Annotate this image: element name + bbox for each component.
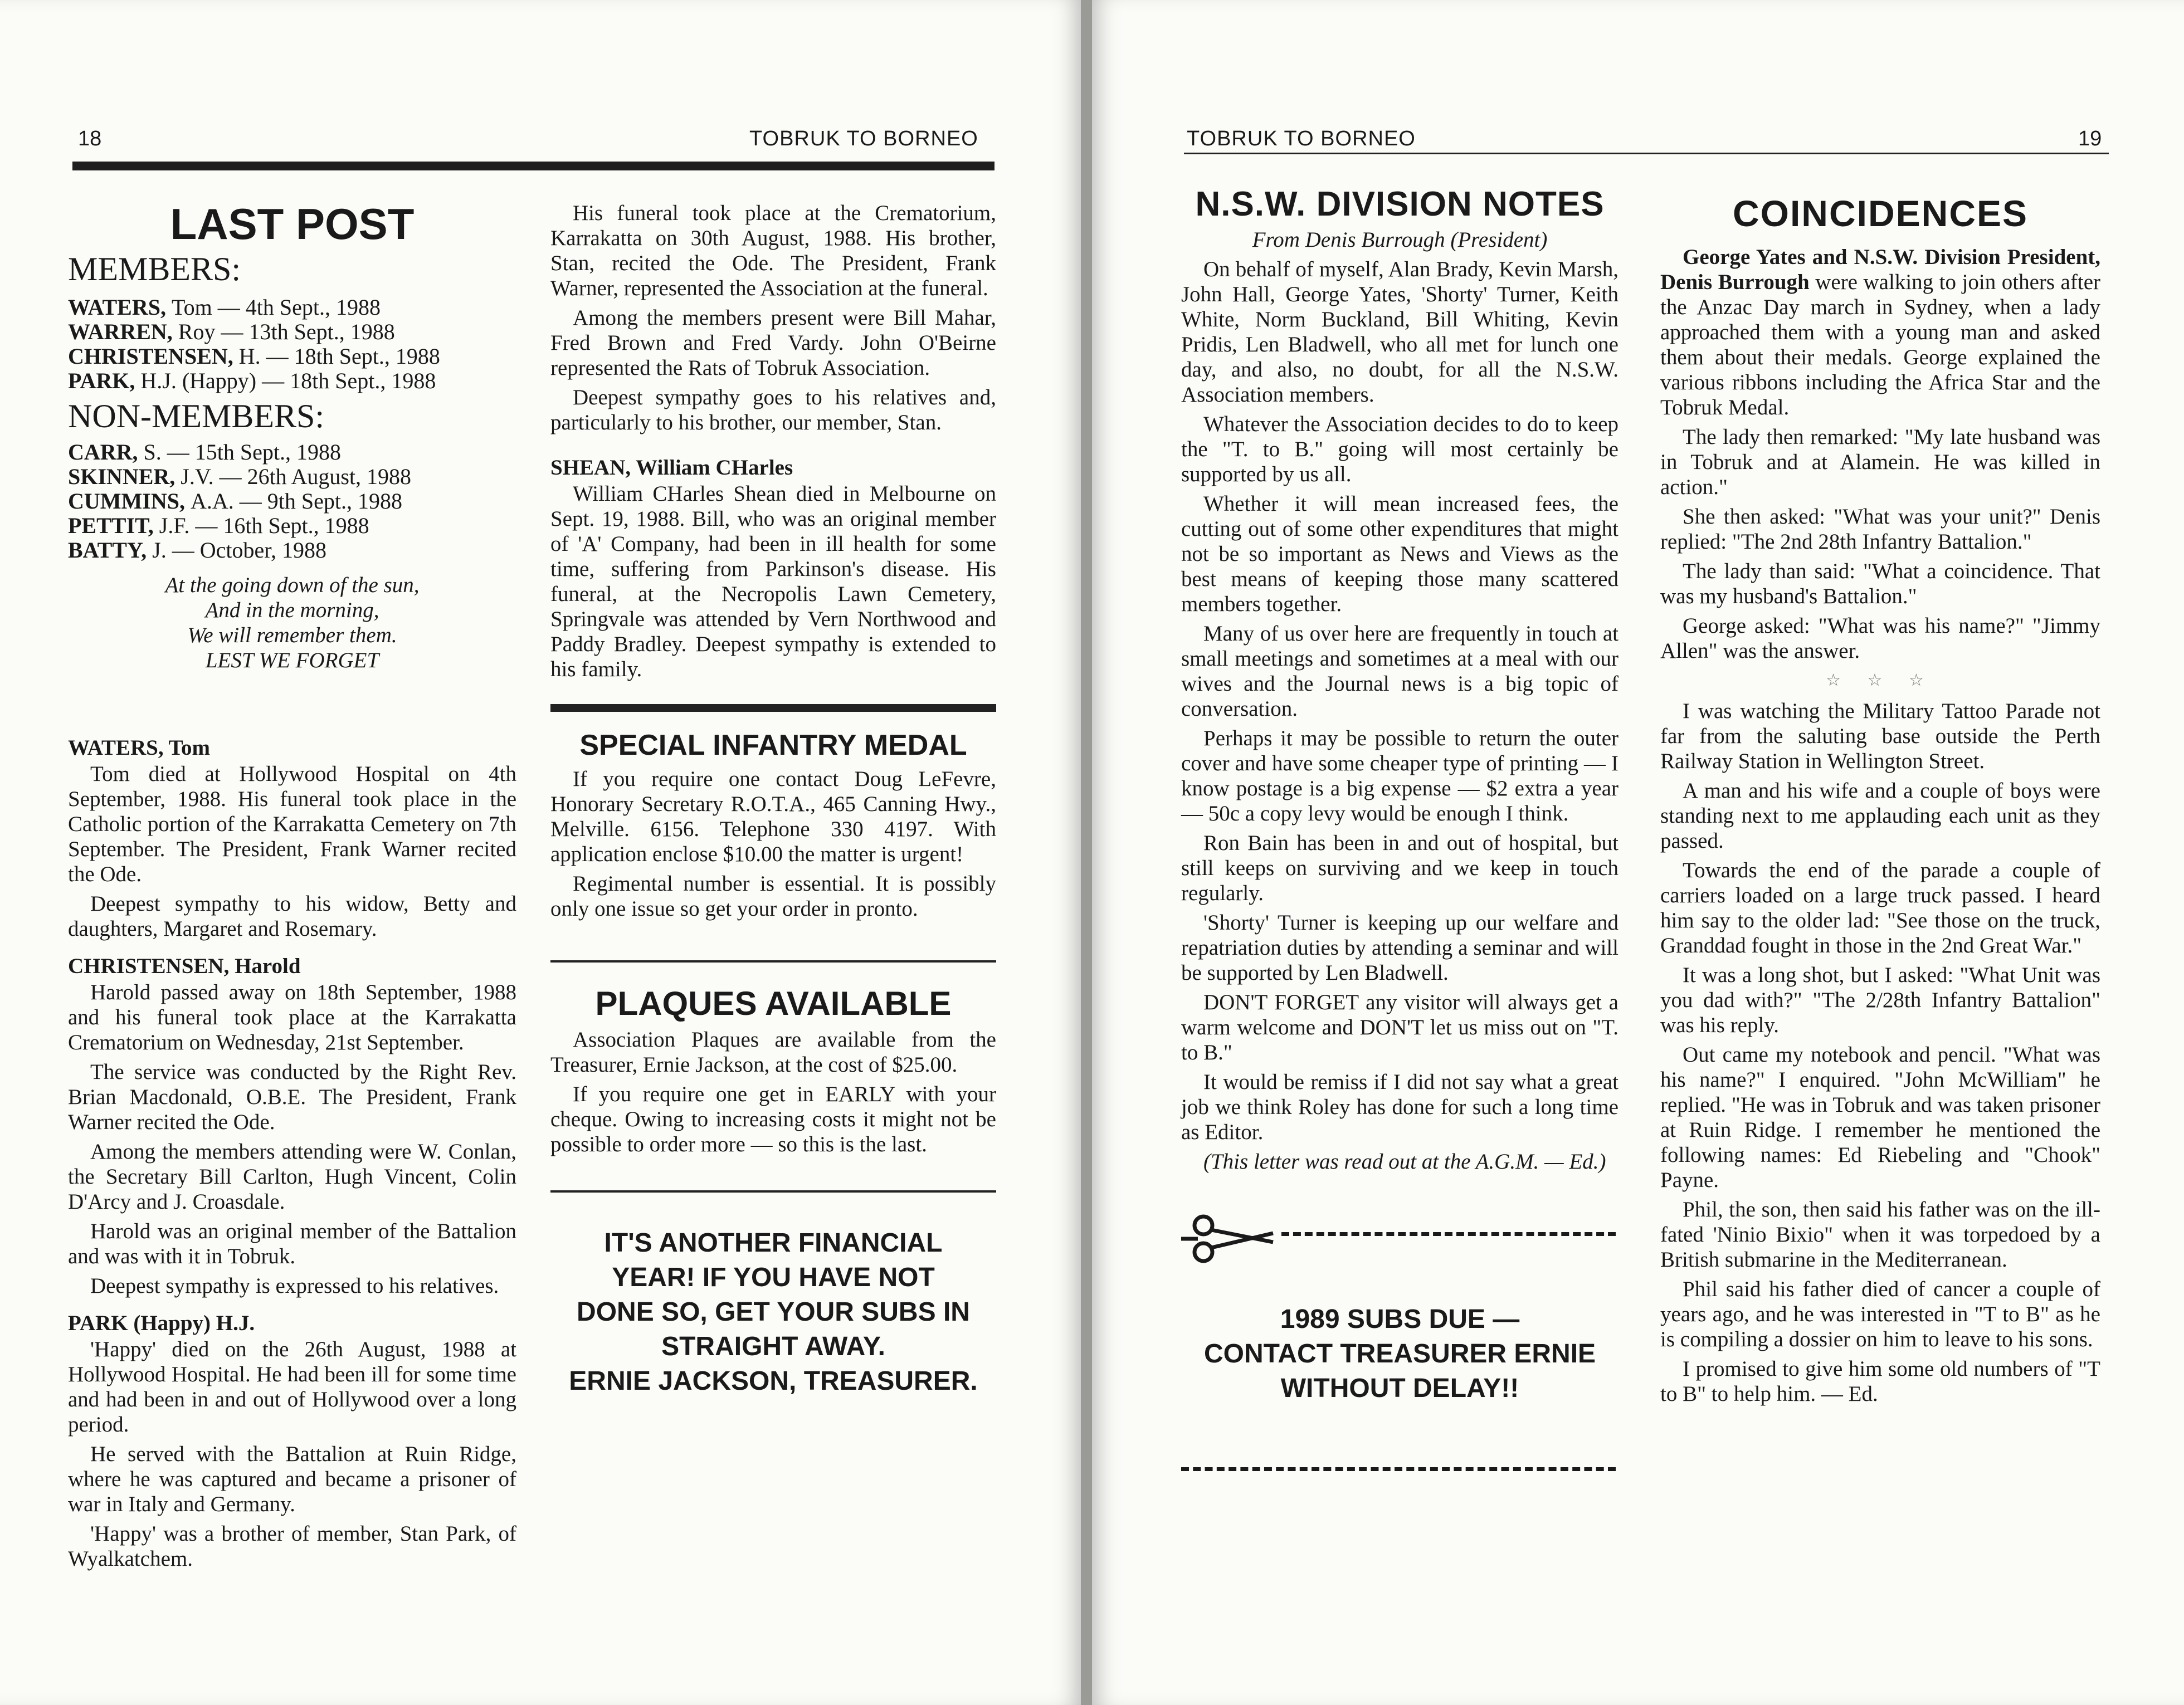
scissors-icon <box>1181 1213 1276 1263</box>
last-post-title: LAST POST <box>170 199 415 248</box>
bottom-cut-line <box>1181 1467 1616 1471</box>
roll-entry <box>68 440 516 465</box>
verse-line: At the going down of the sun, <box>165 573 420 597</box>
obituary-paragraph: 'Happy' died on the 26th August, 1988 at Hollywood Hospital. He had been ill for some time and had been in and out of Hollywood over a long period. <box>68 1337 516 1437</box>
story-paragraph: Out came my notebook and pencil. "What was his name?" I enquired. "John McWilliam" he replied. "He was in Tobruk and was taken prisoner at Ruin Ridge. I remember he mentioned the following names: Ed Riebeling and "Chook" Payne. <box>1660 1043 2100 1192</box>
roll-detail: Roy — 13th Sept., 1988 <box>178 319 395 344</box>
nsw-paragraph: Perhaps it may be possible to return the outer cover and have some cheaper type of printing — I know postage is a big expense — $2 extra a year — 50c a copy levy would be enough I think. <box>1181 726 1618 825</box>
obituary-paragraph: William CHarles Shean died in Melbourne on Sept. 19, 1988. Bill, who was an original member of 'A' Company, had been in ill health for some time, suffering from Parkinson's disease. His funeral, at the Necropolis Lawn Cemetery, Springvale was attended by Vern Northwood and Paddy Bradley. Deepest sympathy is extended to his family. <box>550 482 996 681</box>
left-column-1 <box>68 201 516 1576</box>
story-paragraph: She then asked: "What was your unit?" Denis replied: "The 2nd 28th Infantry Battalion." <box>1660 505 2100 554</box>
left-column-2 <box>550 201 996 1399</box>
shean-heading: SHEAN, William CHarles <box>550 456 793 480</box>
nsw-paragraph: Many of us over here are frequently in touch at small meetings and sometimes at a meal with our wives and the Journal news is a big topic of conversation. <box>1181 622 1618 721</box>
story-paragraph: It was a long shot, but I asked: "What Unit was you dad with?" "The 2/28th Infantry Battalion" was his reply. <box>1660 963 2100 1037</box>
remembrance-verse <box>68 573 516 673</box>
verse-line: And in the morning, <box>205 598 379 622</box>
non-members-list <box>68 440 516 563</box>
notice-line: YEAR! IF YOU HAVE NOT <box>612 1263 935 1292</box>
nsw-notes-body <box>1181 257 1618 1145</box>
medal-title: SPECIAL INFANTRY MEDAL <box>579 729 967 761</box>
right-page <box>1092 0 2184 1705</box>
roll-entry <box>68 344 516 369</box>
notice-line: ERNIE JACKSON, TREASURER. <box>569 1366 978 1396</box>
editor-note: (This letter was read out at the A.G.M. — Ed.) <box>1203 1150 1606 1174</box>
members-heading: MEMBERS: <box>68 251 241 287</box>
obituary-paragraph: Tom died at Hollywood Hospital on 4th September, 1988. His funeral took place in the Catholic portion of the Karrakatta Cemetery on 7th September. The President, Frank Warner recited the Ode. <box>68 762 516 886</box>
roll-entry <box>68 320 516 344</box>
page-number-right: 19 <box>2078 127 2102 150</box>
nsw-paragraph: Whether it will mean increased fees, the cutting out of some other expenditures that might not be so important as News and Views as the best means of keeping those many scattered members together. <box>1181 492 1618 616</box>
park-obituary-continued <box>550 201 996 435</box>
obituary-heading: WATERS, Tom <box>68 736 211 760</box>
notice-line: DONE SO, GET YOUR SUBS IN <box>577 1297 970 1327</box>
notice-line: CONTACT TREASURER ERNIE <box>1203 1339 1596 1369</box>
story-paragraph: The lady than said: "What a coincidence. That was my husband's Battalion." <box>1660 559 2100 608</box>
running-head-left: TOBRUK TO BORNEO <box>749 127 978 150</box>
story-paragraph: A man and his wife and a couple of boys were standing next to me applauding each unit as they passed. <box>1660 779 2100 853</box>
roll-entry <box>68 538 516 563</box>
nsw-column <box>1181 184 1618 1471</box>
story-paragraph: Phil said his father died of cancer a couple of years ago, and he was interested in "T to B" as he is compiling a dossier on him to leave to his sons. <box>1660 1277 2100 1351</box>
obituary-paragraph: 'Happy' was a brother of member, Stan Park, of Wyalkatchem. <box>68 1522 516 1571</box>
roll-entry <box>68 514 516 538</box>
coincidences-lead: George Yates and N.S.W. Division President, Denis Burrough were walking to join others after the Anzac Day march in Sydney, when a lady approached them with a young man and asked them about their medals. George explained the various ribbons including the Africa Star and the Tobruk Medal. <box>1660 245 2100 419</box>
obituaries <box>68 735 516 1571</box>
roll-detail: A.A. — 9th Sept., 1988 <box>190 488 402 514</box>
story-paragraph: George asked: "What was his name?" "Jimmy Allen" was the answer. <box>1660 614 2100 663</box>
obituary-paragraph: Among the members present were Bill Mahar, Fred Brown and Fred Vardy. John O'Beirne represented the Rats of Tobruk Association. <box>550 306 996 380</box>
obituary-paragraph: Deepest sympathy to his widow, Betty and daughters, Margaret and Rosemary. <box>68 892 516 941</box>
roll-detail: J. — October, 1988 <box>152 538 326 563</box>
obituary-heading: CHRISTENSEN, Harold <box>68 954 301 978</box>
notice-paragraph: Association Plaques are available from the Treasurer, Ernie Jackson, at the cost of $25.00. <box>550 1028 996 1077</box>
obituary-paragraph: The service was conducted by the Right Rev. Brian Macdonald, O.B.E. The President, Frank Warner recited the Ode. <box>68 1060 516 1134</box>
book-gutter <box>1081 0 1092 1705</box>
notice-paragraph: Regimental number is essential. It is possibly only one issue so get your order in pronto. <box>550 872 996 921</box>
obituary-paragraph: Deepest sympathy goes to his relatives and, particularly to his brother, our member, Stan. <box>550 385 996 434</box>
header-rule-left <box>72 162 994 170</box>
financial-year-notice <box>550 1226 996 1399</box>
roll-detail: S. — 15th Sept., 1988 <box>143 439 342 465</box>
nsw-title: N.S.W. DIVISION NOTES <box>1195 185 1605 223</box>
coincidence-story-1 <box>1660 424 2100 663</box>
verse-line: LEST WE FORGET <box>205 648 379 672</box>
page-number-left: 18 <box>78 127 102 150</box>
roll-name: SKINNER, <box>68 464 181 489</box>
notice-line: WITHOUT DELAY!! <box>1280 1374 1519 1403</box>
roll-detail: H. — 18th Sept., 1988 <box>238 344 440 369</box>
nsw-paragraph: Whatever the Association decides to do to keep the "T. to B." going will most certainly be supported by us all. <box>1181 412 1618 486</box>
header-rule-right <box>1184 153 2109 154</box>
roll-entry <box>68 295 516 320</box>
roll-name: PARK, <box>68 368 141 393</box>
roll-name: PETTIT, <box>68 513 159 538</box>
nsw-paragraph: Ron Bain has been in and out of hospital, but still keeps on surviving and we keep in touch regularly. <box>1181 831 1618 905</box>
story-paragraph: I was watching the Military Tattoo Parade not far from the saluting base outside the Perth Railway Station in Wellington Street. <box>1660 699 2100 773</box>
plaques-notice <box>550 1027 996 1157</box>
story-paragraph: Phil, the son, then said his father was on the ill-fated 'Ninio Bixio" when it was torpedoed by a British submarine in the Mediterranean. <box>1660 1198 2100 1272</box>
verse-line: We will remember them. <box>187 623 397 647</box>
obituary-paragraph: Harold was an original member of the Battalion and was with it in Tobruk. <box>68 1219 516 1268</box>
roll-name: CARR, <box>68 439 144 465</box>
roll-entry <box>68 369 516 393</box>
left-page <box>0 0 1081 1705</box>
divider-heavy <box>550 704 996 712</box>
notice-line: STRAIGHT AWAY. <box>661 1332 885 1361</box>
roll-name: CHRISTENSEN, <box>68 344 239 369</box>
divider-2 <box>550 1190 996 1193</box>
non-members-heading: NON-MEMBERS: <box>68 398 325 434</box>
scissors-cut-line <box>1181 1213 1618 1263</box>
obituary-paragraph: He served with the Battalion at Ruin Ridge, where he was captured and became a prisoner of war in Italy and Germany. <box>68 1442 516 1516</box>
divider-1 <box>550 960 996 963</box>
running-head-right: TOBRUK TO BORNEO <box>1187 127 1416 150</box>
coincidences-title: COINCIDENCES <box>1732 193 2029 234</box>
subs-due-notice <box>1181 1302 1618 1406</box>
nsw-byline: From Denis Burrough (President) <box>1252 228 1548 252</box>
obituary-heading: PARK (Happy) H.J. <box>68 1311 255 1335</box>
story-paragraph: The lady then remarked: "My late husband was in Tobruk and at Alamein. He was killed in action." <box>1660 425 2100 499</box>
medal-notice <box>550 766 996 921</box>
story-separator: ☆ ☆ ☆ <box>1826 671 1935 690</box>
nsw-paragraph: DON'T FORGET any visitor will always get a warm welcome and DON'T let us miss out on "T. to B." <box>1181 990 1618 1064</box>
coincidence-story-2 <box>1660 698 2100 1406</box>
nsw-paragraph: On behalf of myself, Alan Brady, Kevin Marsh, John Hall, George Yates, 'Shorty' Turner, Keith White, Norm Buckland, Bill Whiting, Kevin Pridis, Len Bladwell, who all met for lunch one day, and also, no doubt, for all the N.S.W. Association members. <box>1181 257 1618 407</box>
obituary-paragraph: Harold passed away on 18th September, 1988 and his funeral took place at the Karrakatta Crematorium on Wednesday, 21st September. <box>68 980 516 1054</box>
story-paragraph: Towards the end of the parade a couple of carriers loaded on a large truck passed. I heard him say to the older lad: "See those on the truck, Granddad fought in those in the 2nd Great War." <box>1660 858 2100 957</box>
roll-detail: Tom — 4th Sept., 1988 <box>171 295 381 320</box>
notice-line: IT'S ANOTHER FINANCIAL <box>604 1228 943 1258</box>
roll-entry <box>68 489 516 514</box>
roll-name: CUMMINS, <box>68 488 191 514</box>
members-list <box>68 295 516 393</box>
shean-obituary <box>550 481 996 682</box>
roll-entry <box>68 465 516 489</box>
story-paragraph: I promised to give him some old numbers of "T to B" to help him. — Ed. <box>1660 1357 2100 1406</box>
notice-line: 1989 SUBS DUE — <box>1280 1305 1520 1334</box>
notice-paragraph: If you require one get in EARLY with your cheque. Owing to increasing costs it might not be possible to order more — so this is the last. <box>550 1082 996 1156</box>
roll-name: WATERS, <box>68 295 172 320</box>
obituary-paragraph: Deepest sympathy is expressed to his relatives. <box>90 1274 499 1298</box>
roll-name: BATTY, <box>68 538 153 563</box>
roll-detail: H.J. (Happy) — 18th Sept., 1988 <box>140 368 436 393</box>
notice-paragraph: If you require one contact Doug LeFevre, Honorary Secretary R.O.T.A., 465 Canning Hwy., Melville. 6156. Telephone 330 4197. With application enclose $10.00 the matter is urgent! <box>550 767 996 866</box>
nsw-paragraph: It would be remiss if I did not say what a great job we think Roley has done for such a long time as Editor. <box>1181 1070 1618 1144</box>
roll-detail: J.V. — 26th August, 1988 <box>181 464 412 489</box>
coincidences-column <box>1660 192 2100 1411</box>
plaques-title: PLAQUES AVAILABLE <box>595 985 952 1022</box>
roll-detail: J.F. — 16th Sept., 1988 <box>159 513 369 538</box>
nsw-paragraph: 'Shorty' Turner is keeping up our welfare and repatriation duties by attending a seminar and will be supported by Len Bladwell. <box>1181 911 1618 985</box>
obituary-paragraph: Among the members attending were W. Conlan, the Secretary Bill Carlton, Hugh Vincent, Colin D'Arcy and J. Croasdale. <box>68 1140 516 1214</box>
roll-name: WARREN, <box>68 319 178 344</box>
obituary-paragraph: His funeral took place at the Crematorium, Karrakatta on 30th August, 1988. His brother, Stan, recited the Ode. The President, Frank Warner, represented the Association at the funeral. <box>550 201 996 300</box>
